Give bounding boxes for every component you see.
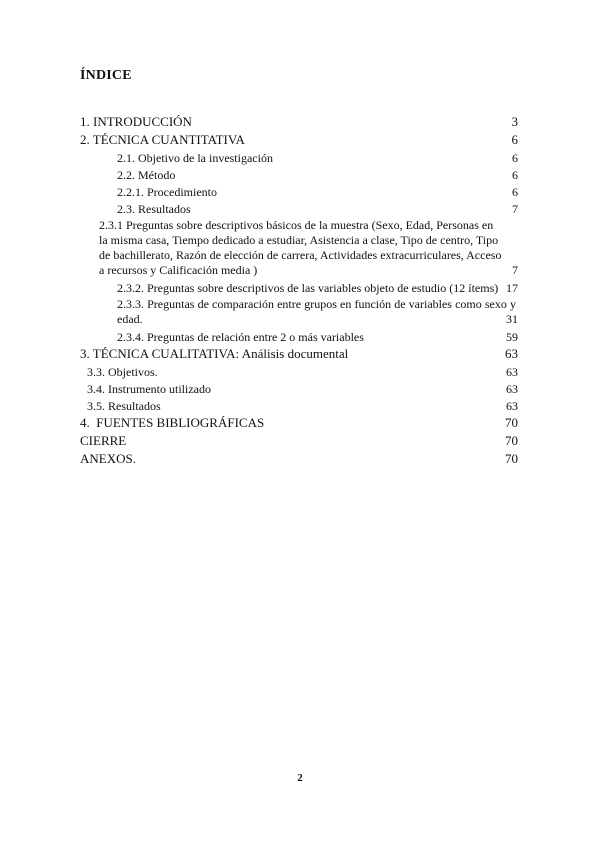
toc-entry-objetivo[interactable] [80,150,518,166]
toc-entry-label: 1. INTRODUCCIÓN [80,114,192,129]
toc-entry-anexos[interactable] [80,451,518,467]
toc-entry-page: 6 [512,185,518,199]
toc-entry-instrumento[interactable] [80,381,518,397]
toc-entry-resultados[interactable] [80,201,518,217]
toc-entry-label: ANEXOS. [80,451,136,466]
toc-entry-tecnica-cualitativa[interactable] [80,346,518,362]
toc-entry-page: 7 [512,202,518,216]
page-number: 2 [297,772,303,784]
toc-entry-preguntas-basicos[interactable] [80,218,518,278]
toc-entry-label: 2.3.3. Preguntas de comparación entre grupos en función de variables como sexo y edad. [117,297,516,326]
toc-entry-page: 3 [511,114,518,129]
toc-entry-page: 17 [506,281,518,295]
toc-entry-label: 3.3. Objetivos. [87,365,158,379]
toc-entry-page: 59 [506,330,518,344]
toc-entry-resultados-cualitativa[interactable] [80,398,518,414]
toc-entry-page: 63 [506,399,518,413]
toc-entry-label: 2.3. Resultados [117,202,191,216]
toc-entry-label: 4. FUENTES BIBLIOGRÁFICAS [80,415,265,430]
toc-entry-label: 2. TÉCNICA CUANTITATIVA [80,132,245,147]
toc-entry-page: 6 [511,132,518,147]
toc-entry-label: CIERRE [80,433,127,448]
toc-entry-page: 63 [506,382,518,396]
toc-entry-page: 7 [512,263,518,277]
toc-entry-label: 2.2. Método [117,168,176,182]
toc-entry-fuentes[interactable] [80,415,518,431]
toc-entry-objetivos[interactable] [80,364,518,380]
toc-entry-page: 31 [506,312,518,326]
toc-entry-page: 70 [505,415,518,430]
toc-entry-introduccion[interactable] [80,114,518,130]
toc-entry-procedimiento[interactable] [80,184,518,200]
toc-entry-label: 2.1. Objetivo de la investigación [117,151,273,165]
toc-entry-page: 63 [505,346,518,361]
table-of-contents [80,114,518,469]
toc-entry-preguntas-variables[interactable] [80,280,518,296]
toc-entry-page: 6 [512,151,518,165]
toc-entry-label: 2.2.1. Procedimiento [117,185,217,199]
toc-entry-label: 3. TÉCNICA CUALITATIVA: Análisis documental [80,346,349,361]
toc-entry-tecnica-cuantitativa[interactable] [80,132,518,148]
toc-entry-label: 3.5. Resultados [87,399,161,413]
toc-entry-label: 2.3.2. Preguntas sobre descriptivos de las variables objeto de estudio (12 ítems) [117,281,499,295]
toc-entry-page: 6 [512,168,518,182]
toc-entry-metodo[interactable] [80,167,518,183]
toc-entry-page: 70 [505,451,518,466]
toc-entry-preguntas-relacion[interactable] [80,329,518,345]
toc-entry-label: 2.3.4. Preguntas de relación entre 2 o más variables [117,330,364,344]
toc-entry-page: 63 [506,365,518,379]
toc-entry-cierre[interactable] [80,433,518,449]
toc-entry-preguntas-comparacion[interactable] [80,297,518,327]
toc-entry-label: 2.3.1 Preguntas sobre descriptivos básicos de la muestra (Sexo, Edad, Personas en la misma casa, Tiempo dedicado a estudiar, Asistencia a clase, Tipo de centro, Tipo de bachillerato, Razón de elección de carrera, Actividades extracurriculares, Acceso a recursos y Calificación media ) [99,218,502,277]
page-title: ÍNDICE [80,68,132,83]
toc-entry-label: 3.4. Instrumento utilizado [87,382,211,396]
toc-entry-page: 70 [505,433,518,448]
